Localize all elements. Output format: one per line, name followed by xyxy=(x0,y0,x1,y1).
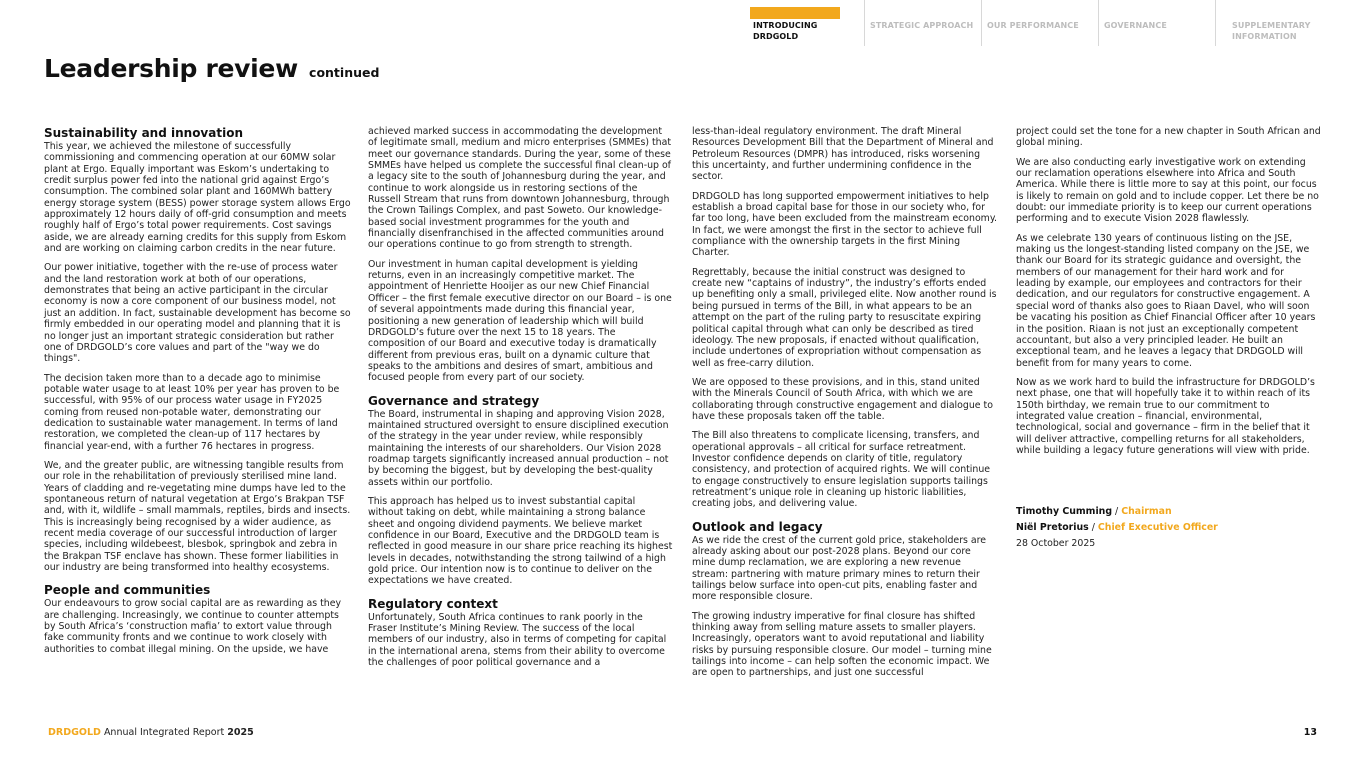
paragraph: We, and the greater public, are witnessing tangible results from our role in the rehabilitation of previously sterilised mine land. Years of cladding and re-vegetating mine dumps have led to the spontaneous return of natural vegetation at Ergo’s Brakpan TSF and, with it, wildlife – small mammals, reptiles, birds and insects. This is increasingly being recognised by a wider audience, as recent media coverage of our successful introduction of larger species, including wildebeest, blesbok, springbok and zebra in the Brakpan TSF enclave has shown. These former liabilities in our industry are being transformed into healthy ecosystems. xyxy=(44,459,351,574)
paragraph: The Board, instrumental in shaping and approving Vision 2028, maintained structured oversight to ensure disciplined execution of the strategy in the year under review, while responsibly maintaining the interests of our shareholders. Our Vision 2028 roadmap targets significantly increased annual production – not by becoming the biggest, but by developing the best-quality assets within our portfolio. xyxy=(368,408,669,488)
active-tab-indicator xyxy=(750,7,840,19)
signature-date: 28 October 2025 xyxy=(1016,538,1096,550)
tab-label: STRATEGIC APPROACH xyxy=(870,21,974,30)
paragraph: The Bill also threatens to complicate licensing, transfers, and operational approvals – all critical for surface retreatment. Investor confidence depends on clarity of title, regulatory consistency, and protection of acquired rights. We will continue to engage constructively to ensure legislation supports tailings retreatment’s unique role in cleaning up historic liabilities, creating jobs, and delivering value. xyxy=(692,430,991,510)
signatory-role: Chairman xyxy=(1121,506,1172,518)
footer xyxy=(48,727,254,738)
section-nav xyxy=(748,0,1346,46)
paragraph: project could set the tone for a new chapter in South African and global mining. xyxy=(1016,126,1321,149)
paragraph: This year, we achieved the milestone of successfully commissioning and commencing operation at our 60MW solar plant at Ergo. Equally important was Eskom’s undertaking to credit surplus power fed into the national grid against Ergo’s consumption. The combined solar plant and 160MWh battery energy storage system (BESS) power storage system allows Ergo approximately 12 hours daily of off-grid consumption and meets roughly half of Ergo’s total power requirements. Cost savings aside, we are already earning credits for this supply from Eskom and are working on claiming carbon credits in the near future. xyxy=(44,141,351,255)
paragraph: Now as we work hard to build the infrastructure for DRDGOLD’s next phase, one that will hopefully take it to within reach of its 150th birthday, we remain true to our commitment to integrated value creation – financial, environmental, technological, social and governance – firm in the belief that it will deliver attractive, compelling returns for all stakeholders, while building a legacy future generations will view with pride. xyxy=(1016,376,1315,456)
page-title xyxy=(44,47,379,85)
paragraph: DRDGOLD has long supported empowerment initiatives to help establish a broad capital base for those in our society who, for far too long, have been excluded from the mainstream economy. In fact, we were amongst the first in the sector to achieve full compliance with the ownership targets in the first Mining Charter. xyxy=(692,190,998,259)
signatory-name: Niël Pretorius xyxy=(1016,522,1089,534)
paragraph: As we celebrate 130 years of continuous listing on the JSE, making us the longest-standing listed company on the JSE, we thank our Board for its strategic guidance and oversight, the members of our management for their hard work and for leading by example, our employees and contractors for their dedication, and our regulators for constructive engagement. A special word of thanks also goes to Riaan Davel, who will soon be vacating his position as Chief Financial Officer after 10 years in the position. Riaan is not just an exceptionally competent accountant, but also a very principled leader. He built an exceptional team, and he leaves a legacy that DRDGOLD will benefit from for many years to come. xyxy=(1016,232,1316,369)
page-title-suffix: continued xyxy=(309,65,380,80)
signature-separator: / xyxy=(1091,522,1095,534)
paragraph: less-than-ideal regulatory environment. The draft Mineral Resources Development Bill that the Department of Mineral and Petroleum Resources (DMPR) has introduced, risks worsening this uncertainty, and further undermining confidence in the sector. xyxy=(692,126,994,183)
paragraph: Our power initiative, together with the re-use of process water and the land restoration work at both of our operations, demonstrates that being an active participant in the circular economy is now a core component of our business model, not just an addition. In fact, sustainable development has become so firmly embedded in our operating model and planning that it is no longer just an important strategic consideration but rather one of DRDGOLD’s core values and part of the "way we do things". xyxy=(44,262,351,365)
footer-report-name: Annual Integrated Report xyxy=(103,727,225,738)
paragraph: This approach has helped us to invest substantial capital without taking on debt, while maintaining a strong balance sheet and ongoing dividend payments. We believe market confidence in our Board, Executive and the DRDGOLD team is reflected in good measure in our share price reaching its highest levels in decades, notwithstanding the strong tailwind of a high gold price. Our intention now is to continue to deliver on the expectations we have created. xyxy=(368,495,673,587)
tab-label: OUR PERFORMANCE xyxy=(987,21,1079,30)
paragraph: achieved marked success in accommodating the development of legitimate small, medium and micro enterprises (SMMEs) that meet our governance standards. During the year, some of these SMMEs have helped us complete the successful final clean-up of a legacy site to the south of Johannesburg during the year, and continue to work alongside us in restoring sections of the Russell Stream that runs from downtown Johannesburg, through the Crown Tailings Complex, and past Soweto. Our knowledge-based social investment programmes for the youth and financially disenfranchised in the affected communities around our operations continue to go from strength to strength. xyxy=(368,126,672,251)
signatory-role: Chief Executive Officer xyxy=(1097,522,1218,534)
footer-year: 2025 xyxy=(227,727,254,738)
page-title-main: Leadership review xyxy=(44,54,298,83)
column-2 xyxy=(368,126,673,676)
column-1 xyxy=(44,126,353,663)
tab-strategic-approach[interactable] xyxy=(865,0,982,46)
tab-governance[interactable] xyxy=(1099,0,1216,46)
tab-our-performance[interactable] xyxy=(982,0,1099,46)
tab-label: SUPPLEMENTARY INFORMATION xyxy=(1232,21,1311,41)
paragraph: We are also conducting early investigative work on extending our reclamation operations elsewhere into Africa and South America. While there is little more to say at this point, our focus is likely to remain on gold and to include copper. Let there be no doubt: our immediate priority is to keep our current operations performing and to execute Vision 2028 flawlessly. xyxy=(1016,156,1319,225)
column-3 xyxy=(692,126,997,687)
heading-people-communities: People and communities xyxy=(44,583,211,598)
footer-brand: DRDGOLD xyxy=(48,727,101,738)
paragraph: We are opposed to these provisions, and in this, stand united with the Minerals Council of South Africa, with which we are collaborating through constructive engagement and dialogue to have these proposals taken off the table. xyxy=(692,376,993,422)
page-number: 13 xyxy=(1303,727,1317,738)
paragraph: Our endeavours to grow social capital are as rewarding as they are challenging. Increasingly, we continue to counter attempts by South Africa’s ‘construction mafia’ to extort value through fake community fronts and we continue to work closely with authorities to combat illegal mining. On the upside, we have xyxy=(44,598,342,655)
heading-governance-strategy: Governance and strategy xyxy=(368,393,540,408)
heading-regulatory-context: Regulatory context xyxy=(368,596,498,611)
heading-sustainability: Sustainability and innovation xyxy=(44,126,243,140)
tab-label: INTRODUCING DRDGOLD xyxy=(753,21,818,41)
paragraph: Regrettably, because the initial construct was designed to create new “captains of industry”, the industry’s efforts ended up benefiting only a small, privileged elite. Now another round is being pursued in terms of the Bill, in what appears to be an attempt on the part of the ruling party to resuscitate expiring political capital through what can only be described as tired ideology. The new proposals, if enacted without qualification, include undertones of expropriation without compensation as well as free-carry dilution. xyxy=(692,266,997,369)
tab-supplementary-information[interactable] xyxy=(1216,0,1346,46)
signature-chairman xyxy=(1016,506,1321,518)
tab-introducing-drdgold[interactable] xyxy=(748,0,865,46)
signatory-name: Timothy Cumming xyxy=(1016,506,1113,518)
signature-separator: / xyxy=(1115,506,1119,518)
tab-label: GOVERNANCE xyxy=(1104,21,1167,30)
column-4 xyxy=(1016,126,1321,554)
paragraph: The decision taken more than to a decade ago to minimise potable water usage to at least 10% per year has proven to be successful, with 95% of our process water usage in FY2025 coming from reused non-potable water, demonstrating our dedication to sustainable water management. In terms of land restoration, we completed the clean-up of 117 hectares by financial year-end, with a further 76 hectares in progress. xyxy=(44,372,340,452)
signature-ceo xyxy=(1016,522,1321,534)
paragraph: Unfortunately, South Africa continues to rank poorly in the Fraser Institute’s Mining Review. The success of the local members of our industry, also in terms of competing for capital in the international arena, stems from their ability to overcome the challenges of poor political governance and a xyxy=(368,611,667,669)
paragraph: The growing industry imperative for final closure has shifted thinking away from selling mature assets to smaller players. Increasingly, operators want to avoid reputational and liability risks by pursuing responsible closure. Our model – turning mine tailings into income – can help soften the economic impact. We are open to partnerships, and just one successful xyxy=(692,610,992,679)
paragraph: As we ride the crest of the current gold price, stakeholders are already asking about our post-2028 plans. Beyond our core mine dump reclamation, we are exploring a new revenue stream: partnering with mature primary mines to return their tailings below surface into open-cut pits, enabling faster and more responsible closure. xyxy=(692,534,987,603)
heading-outlook-legacy: Outlook and legacy xyxy=(692,519,823,534)
paragraph: Our investment in human capital development is yielding returns, even in an increasingly competitive market. The appointment of Henriette Hooijer as our new Chief Financial Officer – the first female executive director on our Board – is one of several appointments made during this financial year, positioning a new generation of leadership which will build DRDGOLD’s future over the next 15 to 18 years. The composition of our Board and executive today is dramatically different from previous eras, built on a dynamic culture that speaks to the ambitions and desires of smart, ambitious and focused people from every part of our society. xyxy=(368,258,672,384)
